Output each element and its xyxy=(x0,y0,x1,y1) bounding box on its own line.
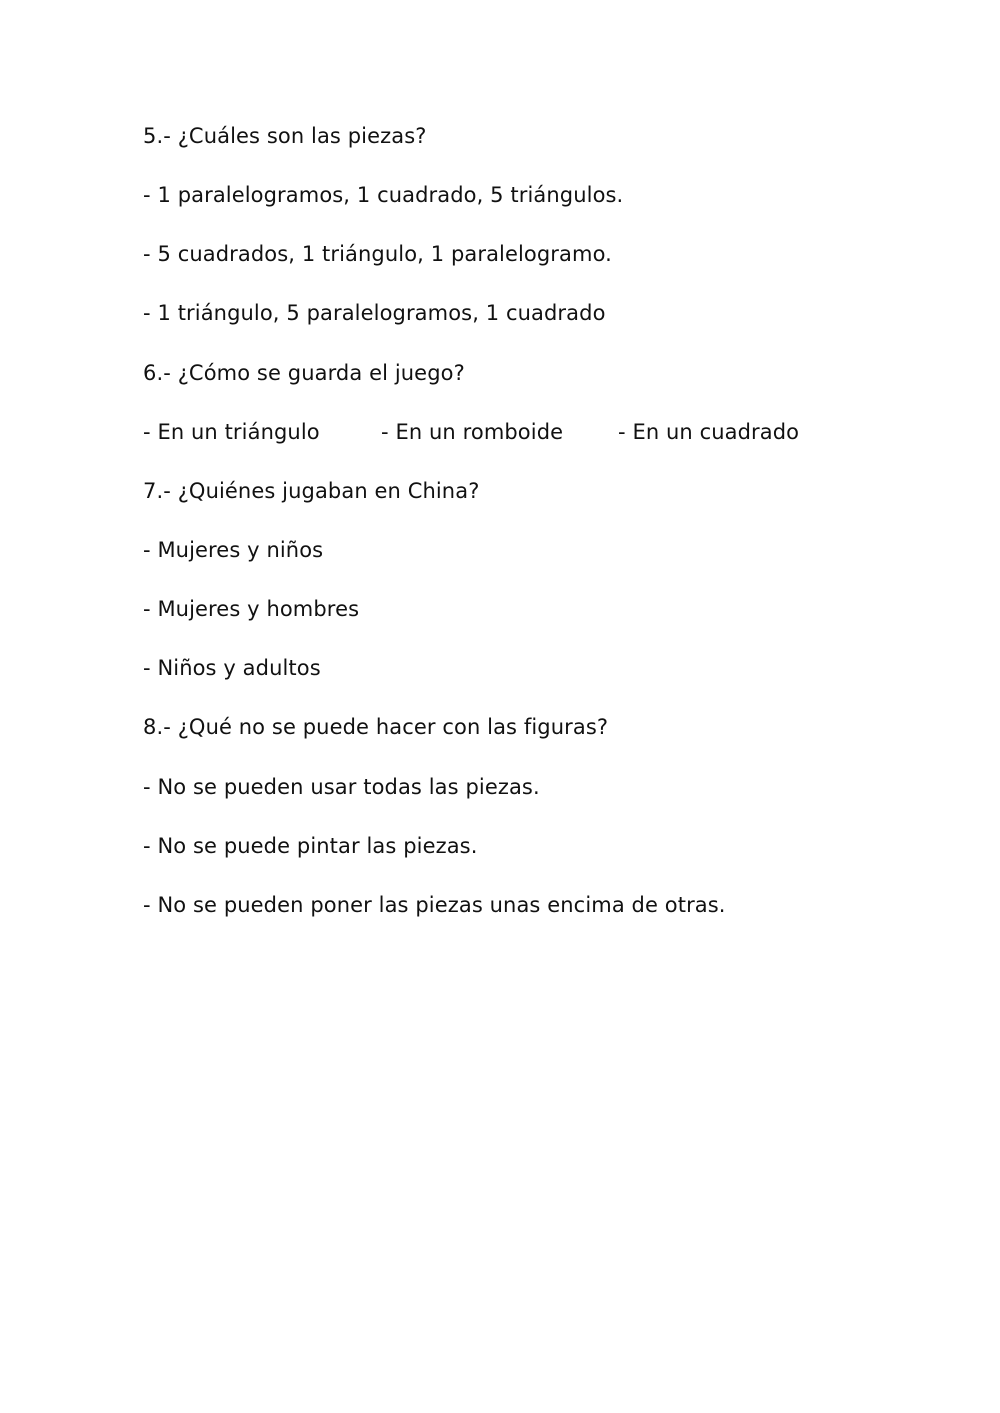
question-5-option-3: - 1 triángulo, 5 paralelogramos, 1 cuadrado xyxy=(143,301,606,325)
question-7-option-2: - Mujeres y hombres xyxy=(143,597,360,621)
question-8: 8.- ¿Qué no se puede hacer con las figuras? xyxy=(143,715,609,739)
question-5-option-1: - 1 paralelogramos, 1 cuadrado, 5 triángulos. xyxy=(143,183,624,207)
question-6: 6.- ¿Cómo se guarda el juego? xyxy=(143,361,465,385)
question-5-option-2: - 5 cuadrados, 1 triángulo, 1 paralelogramo. xyxy=(143,242,612,266)
question-8-option-3: - No se pueden poner las piezas unas encima de otras. xyxy=(143,893,726,917)
question-6-option-2: - En un romboide xyxy=(381,420,564,444)
question-7: 7.- ¿Quiénes jugaban en China? xyxy=(143,479,480,503)
question-7-option-1: - Mujeres y niños xyxy=(143,538,324,562)
question-8-option-2: - No se puede pintar las piezas. xyxy=(143,834,478,858)
question-6-option-3: - En un cuadrado xyxy=(618,420,800,444)
question-8-option-1: - No se pueden usar todas las piezas. xyxy=(143,775,540,799)
question-5: 5.- ¿Cuáles son las piezas? xyxy=(143,124,427,148)
question-7-option-3: - Niños y adultos xyxy=(143,656,321,680)
question-6-option-1: - En un triángulo xyxy=(143,420,320,444)
